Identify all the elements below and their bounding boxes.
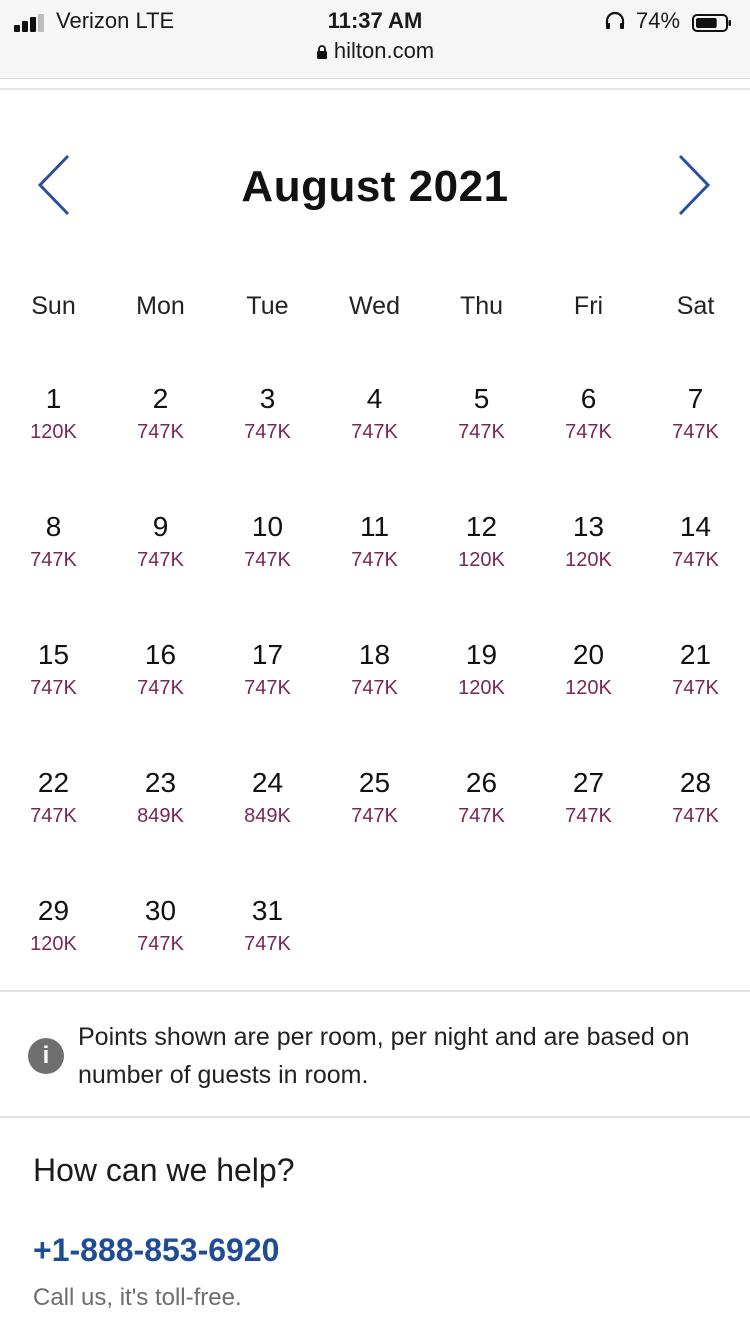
status-time: 11:37 AM <box>327 8 423 33</box>
day-points: 747K <box>137 677 184 699</box>
day-points: 747K <box>137 421 184 443</box>
day-number: 25 <box>358 767 391 798</box>
weekday-label: Fri <box>573 292 604 320</box>
calendar-day[interactable] <box>642 510 749 620</box>
phone-link[interactable]: +1-888-853-6920 <box>33 1232 280 1268</box>
day-number: 5 <box>473 383 490 414</box>
day-points: 120K <box>565 677 612 699</box>
day-number: 3 <box>259 383 276 414</box>
day-number: 2 <box>152 383 169 414</box>
day-points: 120K <box>458 549 505 571</box>
day-points: 747K <box>351 677 398 699</box>
battery-icon <box>692 14 732 32</box>
calendar-day[interactable] <box>107 638 214 748</box>
calendar-day[interactable] <box>214 638 321 748</box>
day-number: 7 <box>687 383 704 414</box>
day-number: 4 <box>366 383 383 414</box>
points-info-note <box>0 994 750 1114</box>
calendar-day[interactable] <box>428 510 535 620</box>
weekday-label: Sat <box>676 292 715 320</box>
calendar-day[interactable] <box>214 510 321 620</box>
calendar-day[interactable] <box>0 894 107 1004</box>
calendar-day[interactable] <box>642 638 749 748</box>
day-number: 10 <box>251 511 284 542</box>
chevron-right-icon <box>664 152 724 218</box>
calendar-day[interactable] <box>535 638 642 748</box>
day-points: 747K <box>244 677 291 699</box>
day-points: 747K <box>244 933 291 955</box>
day-number: 9 <box>152 511 169 542</box>
day-points: 747K <box>458 421 505 443</box>
day-number: 17 <box>251 639 284 670</box>
day-points: 747K <box>244 549 291 571</box>
day-points: 747K <box>672 677 719 699</box>
calendar-day[interactable] <box>321 510 428 620</box>
url-text: hilton.com <box>333 38 435 63</box>
calendar-day[interactable] <box>107 766 214 876</box>
day-number: 13 <box>572 511 605 542</box>
next-month-button[interactable] <box>664 152 724 218</box>
day-number: 31 <box>251 895 284 926</box>
day-points: 747K <box>672 549 719 571</box>
weekday-label: Thu <box>459 292 504 320</box>
weekday-label: Wed <box>349 292 400 320</box>
calendar-day[interactable] <box>535 510 642 620</box>
day-points: 747K <box>30 805 77 827</box>
day-points: 747K <box>30 549 77 571</box>
month-header <box>0 140 750 240</box>
day-points: 747K <box>672 421 719 443</box>
day-points: 747K <box>137 933 184 955</box>
day-points: 747K <box>137 549 184 571</box>
calendar-day[interactable] <box>321 382 428 492</box>
day-points: 747K <box>458 805 505 827</box>
toll-free-note: Call us, it's toll-free. <box>33 1284 242 1311</box>
calendar-day[interactable] <box>0 382 107 492</box>
address-bar[interactable] <box>0 38 750 64</box>
calendar-day[interactable] <box>214 382 321 492</box>
weekday-header-row <box>0 292 750 328</box>
day-points: 120K <box>458 677 505 699</box>
info-icon: i <box>28 1038 64 1074</box>
lock-icon <box>316 45 328 59</box>
day-points: 747K <box>672 805 719 827</box>
day-number: 8 <box>45 511 62 542</box>
day-points: 747K <box>244 421 291 443</box>
calendar-day[interactable] <box>0 638 107 748</box>
headphones-icon <box>604 10 626 32</box>
info-divider <box>0 1116 750 1118</box>
weekday-label: Tue <box>246 292 289 320</box>
calendar-day[interactable] <box>642 766 749 876</box>
day-points: 849K <box>137 805 184 827</box>
day-number: 28 <box>679 767 712 798</box>
calendar-day[interactable] <box>214 894 321 1004</box>
calendar-day[interactable] <box>428 638 535 748</box>
day-number: 29 <box>37 895 70 926</box>
day-number: 14 <box>679 511 712 542</box>
calendar-divider <box>0 990 750 992</box>
calendar-day[interactable] <box>321 638 428 748</box>
calendar-day[interactable] <box>0 766 107 876</box>
day-number: 12 <box>465 511 498 542</box>
day-number: 27 <box>572 767 605 798</box>
day-number: 24 <box>251 767 284 798</box>
day-points: 120K <box>30 421 77 443</box>
day-number: 1 <box>45 383 62 414</box>
calendar-day[interactable] <box>321 766 428 876</box>
carrier-label: Verizon LTE <box>56 8 175 33</box>
day-points: 747K <box>351 549 398 571</box>
day-number: 18 <box>358 639 391 670</box>
day-points: 747K <box>565 421 612 443</box>
day-points: 747K <box>565 805 612 827</box>
day-points: 120K <box>565 549 612 571</box>
day-points: 120K <box>30 933 77 955</box>
day-points: 747K <box>351 421 398 443</box>
points-info-text: Points shown are per room, per night and are based on number of guests in room. <box>78 1023 690 1089</box>
day-number: 16 <box>144 639 177 670</box>
day-number: 22 <box>37 767 70 798</box>
weekday-label: Mon <box>136 292 185 320</box>
day-points: 747K <box>30 677 77 699</box>
month-title: August 2021 <box>241 162 509 211</box>
calendar-day[interactable] <box>107 382 214 492</box>
calendar-day[interactable] <box>107 894 214 1004</box>
day-number: 19 <box>465 639 498 670</box>
weekday-label: Sun <box>31 292 76 320</box>
help-title: How can we help? <box>33 1152 295 1188</box>
day-number: 30 <box>144 895 177 926</box>
header-divider <box>0 88 750 90</box>
day-number: 6 <box>580 383 597 414</box>
status-bar <box>0 0 750 79</box>
day-number: 21 <box>679 639 712 670</box>
battery-percent: 74% <box>636 8 681 33</box>
day-number: 26 <box>465 767 498 798</box>
day-number: 15 <box>37 639 70 670</box>
day-number: 11 <box>359 511 390 542</box>
calendar-day[interactable] <box>428 382 535 492</box>
calendar-day[interactable] <box>107 510 214 620</box>
calendar-day[interactable] <box>535 766 642 876</box>
day-number: 20 <box>572 639 605 670</box>
day-points: 849K <box>244 805 291 827</box>
calendar-day[interactable] <box>214 766 321 876</box>
calendar-day[interactable] <box>428 766 535 876</box>
day-points: 747K <box>351 805 398 827</box>
day-number: 23 <box>144 767 177 798</box>
calendar-day[interactable] <box>642 382 749 492</box>
calendar-day[interactable] <box>0 510 107 620</box>
calendar-day[interactable] <box>535 382 642 492</box>
